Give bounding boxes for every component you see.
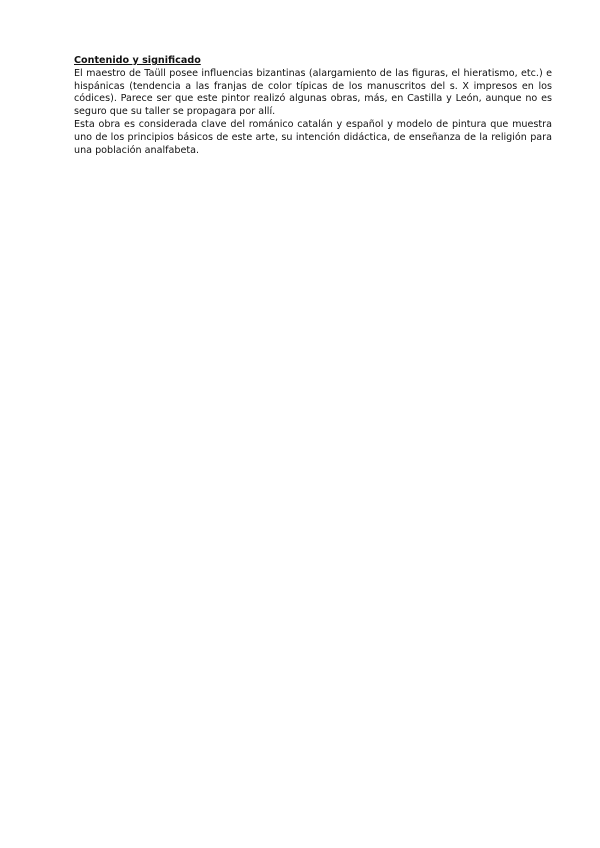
paragraph-influences: El maestro de Taüll posee influencias bizantinas (alargamiento de las figuras, el hieratismo, etc.) e hispánicas (tendencia a las franjas de color típicas de los manuscritos del s. X impresos en los códices). Parece ser que este pintor realizó algunas obras, más, en Castilla y León, aunque no es seguro que su taller se propagara por allí.	[74, 67, 552, 118]
document-body	[74, 55, 552, 157]
paragraph-significance: Esta obra es considerada clave del románico catalán y español y modelo de pintura que muestra uno de los principios básicos de este arte, su intención didáctica, de enseñanza de la religión para una población analfabeta.	[74, 118, 552, 156]
section-heading: Contenido y significado	[74, 55, 201, 66]
